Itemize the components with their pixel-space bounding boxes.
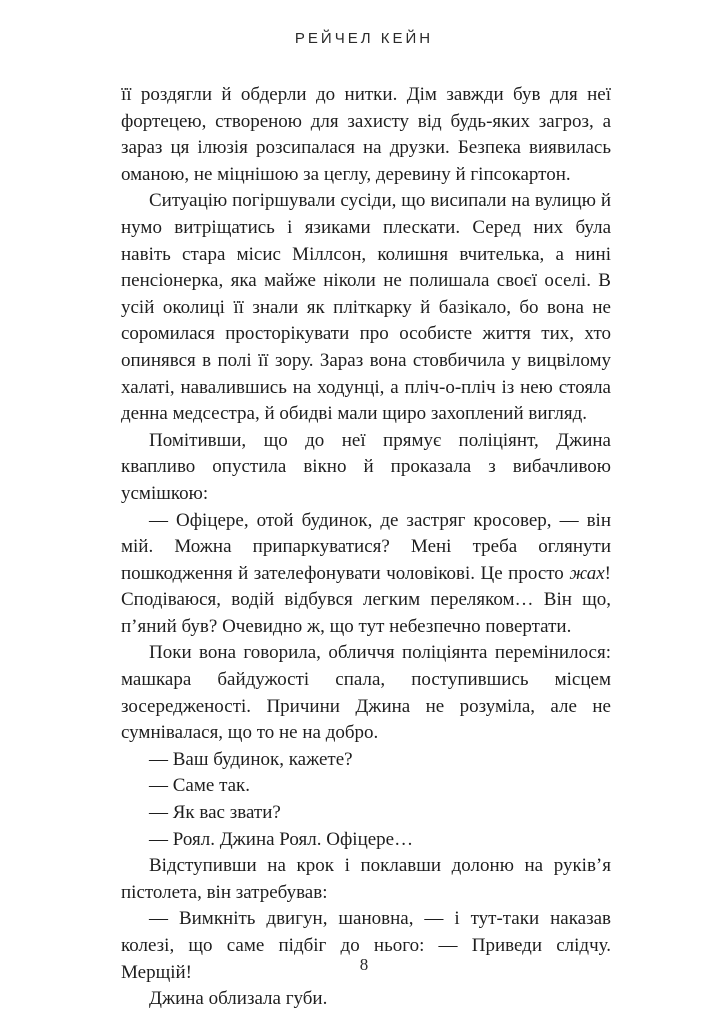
paragraph xyxy=(121,508,611,641)
paragraph: Поки вона говорила, обличчя поліціянта перемінилося: машкара байдужості спала, поступившись місцем зосередженості. Причини Джина не розуміла, але не сумнівалася, що то не на добро. xyxy=(121,642,611,744)
emphasis-text: жах xyxy=(569,562,605,584)
page-number: 8 xyxy=(359,955,369,974)
dialogue-text: — Офіцере, отой будинок, де застряг кросовер, — він мій. Можна припаркуватися? Мені треба оглянути пошкодження й зателефонувати чоловікові. Це просто xyxy=(121,509,611,584)
dialogue-line: — Як вас звати? xyxy=(149,802,281,824)
paragraph: Ситуацію погіршували сусіди, що висипали на вулицю й нумо витріщатись і язиками плескати. Серед них була навіть стара місис Міллсон, колишня вчителька, а нині пенсіонерка, яка майже ніколи не полишала своєї оселі. В усій околиці її знали як пліткарку й базікало, бо вона не соромилася просторікувати про особисте життя тих, хто опинявся в полі її зору. Зараз вона стовбичила у вицвілому халаті, навалившись на ходунці, а пліч-о-пліч із нею стояла денна медсестра, й обидві мали щиро захоплений вигляд. xyxy=(121,190,611,425)
paragraph: Відступивши на крок і поклавши долоню на руків’я пістолета, він затребував: xyxy=(121,855,611,903)
paragraph: Джина облизала губи. xyxy=(149,988,328,1010)
body-text xyxy=(121,82,611,1013)
paragraph: Помітивши, що до неї прямує поліціянт, Джина квапливо опустила вікно й проказала з вибачливою усмішкою: xyxy=(121,429,611,504)
dialogue-line: — Вимкніть двигун, шановна, — і тут-таки наказав колезі, що саме підбіг до нього: — Приведи слідчу. Мерщій! xyxy=(121,908,611,983)
dialogue-line: — Ваш будинок, кажете? xyxy=(149,748,353,770)
running-head-author: РЕЙЧЕЛ КЕЙН xyxy=(294,30,434,47)
dialogue-line: — Роял. Джина Роял. Офіцере… xyxy=(149,828,414,850)
paragraph: її роздягли й обдерли до нитки. Дім завжди був для неї фортецею, створеною для захисту від будь-яких загроз, а зараз ця ілюзія розсипалася на друзки. Безпека виявилась оманою, не міцнішою за цеглу, деревину й гіпсокартон. xyxy=(121,84,611,185)
dialogue-line: — Саме так. xyxy=(149,775,251,797)
dialogue-text: ! Сподіваюся, водій відбувся легким переляком… Він що, п’яний був? Очевидно ж, що тут небезпечно повертати. xyxy=(121,562,611,637)
